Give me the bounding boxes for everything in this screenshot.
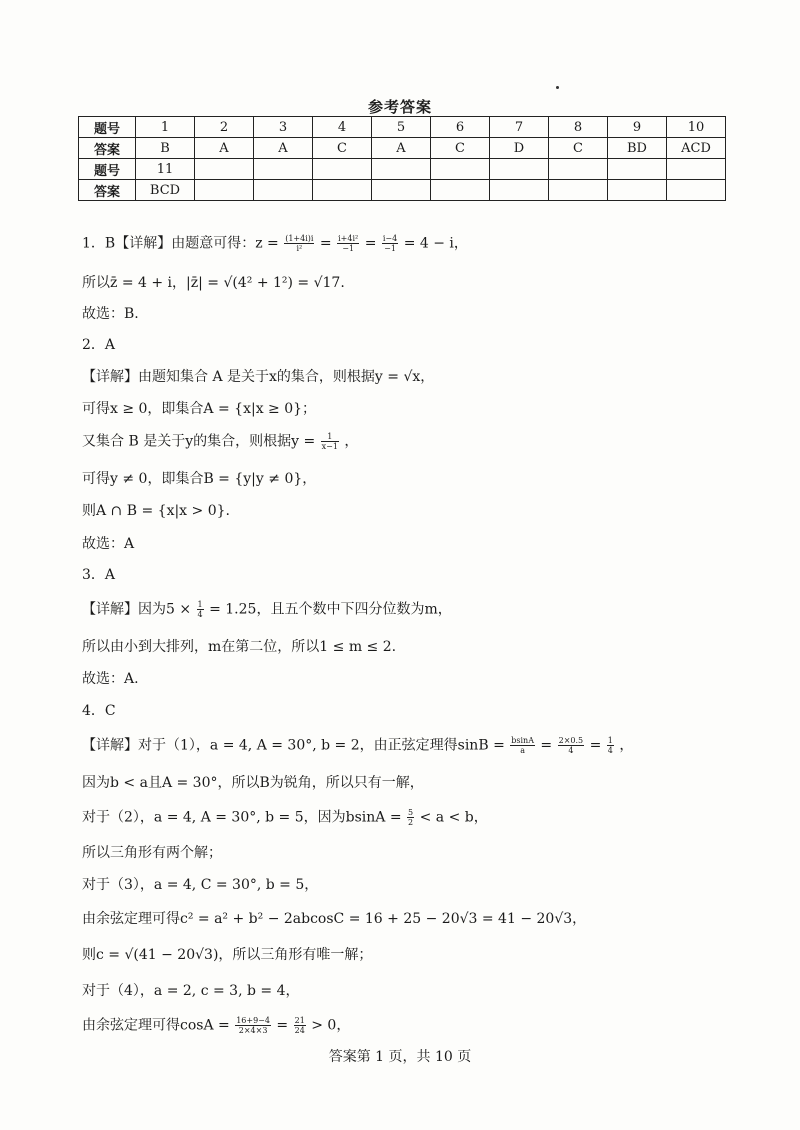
denominator: i² <box>296 244 303 253</box>
fraction <box>235 1016 271 1035</box>
fraction <box>558 736 585 755</box>
fraction <box>510 736 535 755</box>
table-cell <box>313 159 372 180</box>
equals: = <box>319 235 332 252</box>
table-cell <box>431 180 490 201</box>
numerator: i+4i² <box>338 234 359 243</box>
solution-line: 所以三角形有两个解； <box>82 845 222 861</box>
table-cell: 6 <box>431 117 490 138</box>
solution-line: 由余弦定理可得c² = a² + b² − 2abcosC = 16 + 25 − 20√3 = 41 − 20√3， <box>82 911 587 927</box>
table-cell <box>195 159 254 180</box>
table-cell: 11 <box>136 159 195 180</box>
table-cell: 答案 <box>79 180 136 201</box>
table-cell <box>195 180 254 201</box>
numerator: i−4 <box>382 234 398 243</box>
fraction <box>337 234 359 253</box>
solution-line: 则c = √(41 − 20√3)，所以三角形有唯一解； <box>82 947 373 963</box>
table-cell <box>254 180 313 201</box>
solution-line: 则A ∩ B = {x|x > 0}. <box>82 503 230 519</box>
answer-table <box>78 116 726 201</box>
table-cell: 题号 <box>79 117 136 138</box>
table-cell: 1 <box>136 117 195 138</box>
solution-line: 2．A <box>82 337 116 353</box>
text: 【详解】对于（1），a = 4, A = 30°, b = 2，由正弦定理得sinB = <box>82 737 505 754</box>
text: < a < b， <box>419 809 488 826</box>
numerator: 21 <box>294 1016 305 1025</box>
fraction <box>284 234 314 253</box>
table-cell: 5 <box>372 117 431 138</box>
table-row <box>79 180 726 201</box>
table-cell: 9 <box>608 117 667 138</box>
solution-line: 故选：A <box>82 536 135 552</box>
denominator: 24 <box>294 1026 305 1035</box>
table-cell: B <box>136 138 195 159</box>
text: > 0， <box>311 1017 351 1034</box>
table-cell <box>549 180 608 201</box>
solution-line: 【详解】由题知集合 A 是关于x的集合，则根据y = √x， <box>82 369 435 385</box>
table-cell: 10 <box>667 117 726 138</box>
table-cell <box>490 159 549 180</box>
equals: = <box>589 737 602 754</box>
table-cell <box>313 180 372 201</box>
solution-line: 对于（3），a = 4, C = 30°, b = 5， <box>82 877 319 893</box>
table-cell: 3 <box>254 117 313 138</box>
solution-line <box>82 600 452 619</box>
solution-line: 4．C <box>82 703 116 719</box>
fraction <box>382 234 398 253</box>
solution-line: 对于（4），a = 2, c = 3, b = 4， <box>82 983 300 999</box>
denominator: −1 <box>384 244 396 253</box>
denominator: 4 <box>607 746 613 755</box>
fraction <box>197 600 204 619</box>
solution-line <box>82 234 468 253</box>
table-row <box>79 138 726 159</box>
text: = 4 − i， <box>403 235 468 252</box>
table-cell <box>372 180 431 201</box>
numerator: 1 <box>607 736 613 745</box>
table-cell: A <box>372 138 431 159</box>
denominator: −1 <box>342 244 355 253</box>
denominator: 4 <box>197 610 203 619</box>
table-row <box>79 117 726 138</box>
table-cell <box>549 159 608 180</box>
numerator: 1 <box>197 600 203 609</box>
page-title: 参考答案 <box>367 98 432 116</box>
text: = 1.25，且五个数中下四分位数为m， <box>209 601 452 618</box>
solution-line: 可得y ≠ 0，即集合B = {y|y ≠ 0}， <box>82 471 317 487</box>
text: 1．B【详解】由题意可得：z = <box>82 235 279 252</box>
table-cell <box>254 159 313 180</box>
stray-dot <box>556 86 559 89</box>
numerator: (1+4i)i <box>285 234 314 243</box>
table-cell: 题号 <box>79 159 136 180</box>
text: 由余弦定理可得cosA = <box>82 1017 230 1034</box>
table-cell: D <box>490 138 549 159</box>
table-cell: C <box>431 138 490 159</box>
table-cell <box>608 180 667 201</box>
numerator: 1 <box>321 432 339 442</box>
table-cell: ACD <box>667 138 726 159</box>
text: 【详解】因为5 × <box>82 601 192 618</box>
solution-line: 可得x ≥ 0，即集合A = {x|x ≥ 0}； <box>82 401 317 417</box>
table-cell: A <box>254 138 313 159</box>
denominator: 2 <box>408 818 414 827</box>
solution-line: 所以z̄ = 4 + i，|z̄| = √(4² + 1²) = √17. <box>82 275 345 291</box>
table-row <box>79 159 726 180</box>
text: 又集合 B 是关于y的集合，则根据y = <box>82 433 316 450</box>
text: ， <box>344 433 359 450</box>
solution-line <box>82 736 633 755</box>
equals: = <box>540 737 553 754</box>
table-cell: BD <box>608 138 667 159</box>
solution-line: 故选：B. <box>82 306 139 322</box>
fraction <box>294 1016 306 1035</box>
table-cell: A <box>195 138 254 159</box>
table-cell <box>490 180 549 201</box>
table-cell: C <box>549 138 608 159</box>
solution-line <box>82 432 358 451</box>
table-cell <box>608 159 667 180</box>
denominator: 4 <box>568 746 574 755</box>
text: ， <box>619 737 634 754</box>
text: 对于（2），a = 4, A = 30°, b = 5，因为bsinA = <box>82 809 402 826</box>
table-cell: C <box>313 138 372 159</box>
denominator: x−1 <box>321 442 338 451</box>
table-cell: 7 <box>490 117 549 138</box>
fraction <box>407 808 414 827</box>
denominator: 2×4×3 <box>238 1026 268 1035</box>
page-footer: 答案第 1 页，共 10 页 <box>328 1049 472 1065</box>
numerator: 2×0.5 <box>558 736 584 745</box>
table-cell <box>431 159 490 180</box>
solution-line <box>82 808 488 827</box>
numerator: 5 <box>408 808 414 817</box>
table-cell: 8 <box>549 117 608 138</box>
denominator: a <box>520 746 525 755</box>
table-cell: 答案 <box>79 138 136 159</box>
solution-line: 3．A <box>82 567 116 583</box>
numerator: 16+9−4 <box>236 1016 270 1025</box>
table-cell: 4 <box>313 117 372 138</box>
table-cell <box>667 159 726 180</box>
numerator: bsinA <box>511 736 534 745</box>
equals: = <box>276 1017 289 1034</box>
solution-line: 故选：A. <box>82 671 139 687</box>
solution-line <box>82 1016 350 1035</box>
solution-line: 因为b < a且A = 30°，所以B为锐角，所以只有一解， <box>82 775 424 791</box>
table-cell: 2 <box>195 117 254 138</box>
fraction <box>321 432 339 451</box>
table-cell <box>667 180 726 201</box>
solution-line: 所以由小到大排列，m在第二位，所以1 ≤ m ≤ 2. <box>82 639 397 655</box>
fraction <box>607 736 614 755</box>
table-cell <box>372 159 431 180</box>
equals: = <box>364 235 377 252</box>
table-cell: BCD <box>136 180 195 201</box>
